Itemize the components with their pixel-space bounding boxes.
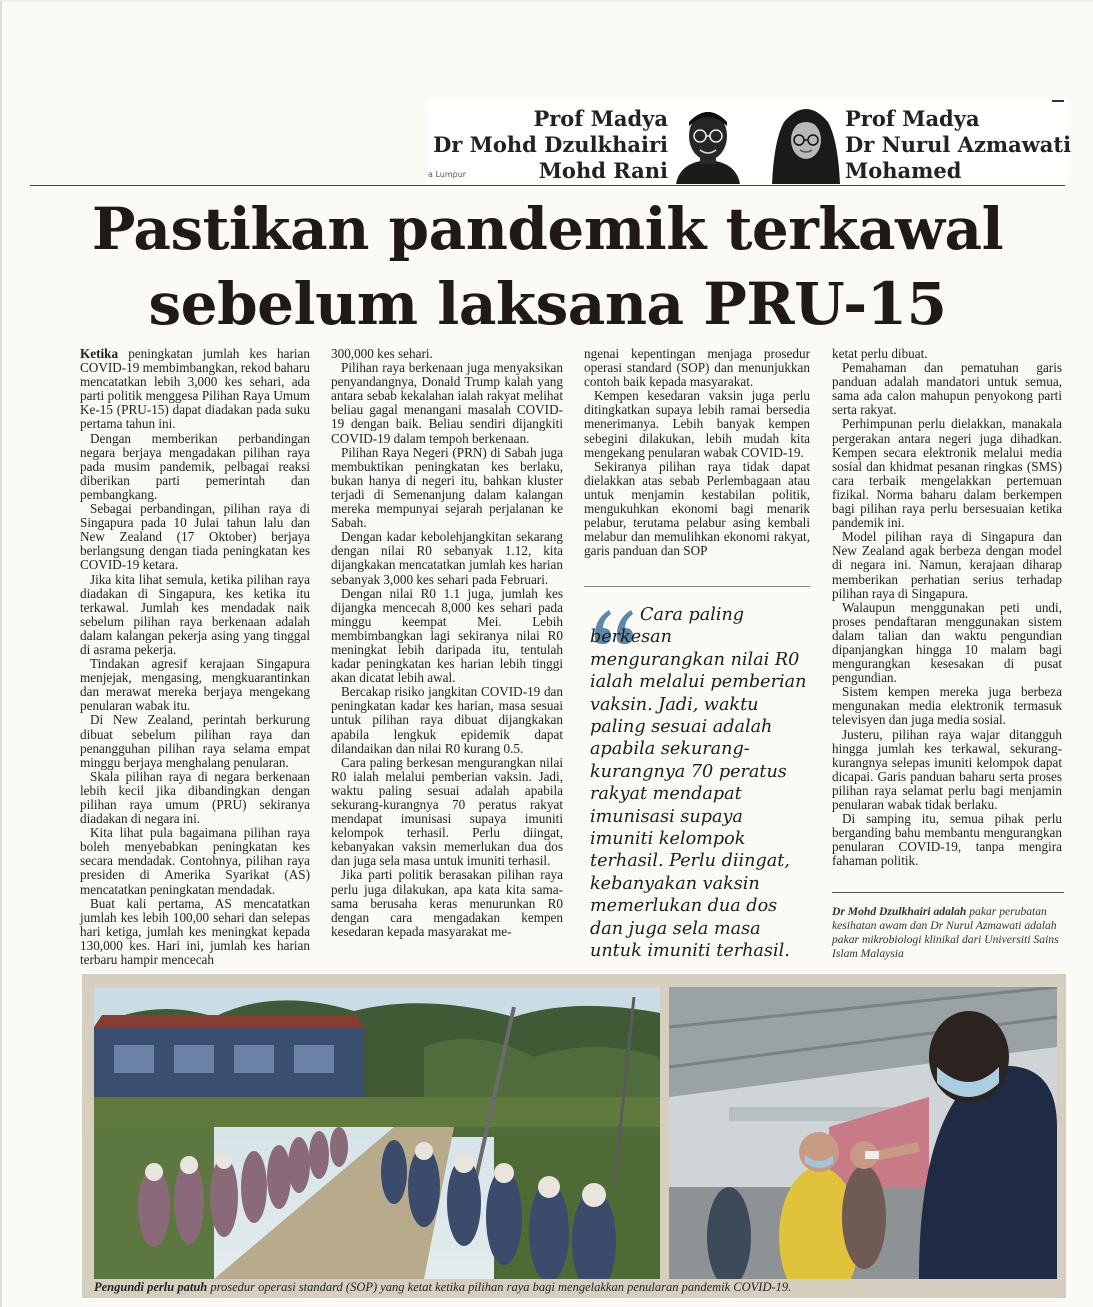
paragraph: Cara paling berkesan mengurangkan nilai R0 ialah melalui pemberian vaksin. Jadi, waktu paling sesuai adalah apabila sekurang-kurangnya 70 peratus rakyat mendapat imunisasi supaya imuniti kelompok terhasil. Perlu diingat, kebanyakan vaksin memerlukan dua dos dan juga sela masa untuk imuniti terhasil.	[331, 754, 563, 869]
paragraph: Sekiranya pilihan raya tidak dapat dielakkan atas sebab Perlembagaan atau untuk menjamin kestabilan politik, mengukuhkan ekonomi bagi menarik pelabur, terutama pelabur asing kembali melabur dan memulihkan ekonomi rakyat, garis panduan dan SOP	[584, 458, 810, 559]
author-right-name: Dr Nurul Azmawati	[845, 132, 1072, 157]
paragraph: Kita lihat pula bagaimana pilihan raya boleh menyebabkan peningkatan kes secara mendadak. Contohnya, pilihan raya presiden di Amerika Syarikat (AS) mencatatkan peningkatan mendadak.	[80, 825, 310, 897]
author-right-surname: Mohamed	[845, 158, 962, 183]
photo-caption	[94, 1280, 1054, 1295]
photo-caption-text: prosedur operasi standard (SOP) yang ketat ketika pilihan raya bagi mengelakkan penularan pandemik COVID-19.	[210, 1280, 792, 1294]
photo-caption-bold: Pengundi perlu patuh	[94, 1280, 208, 1294]
author-left-portrait	[672, 100, 744, 184]
paragraph: Jika parti politik berasakan pilihan raya perlu juga dilakukan, apa kata kita sama-sama berusaha keras menurunkan R0 dengan cara mengadakan kempen kesedaran kepada masyarakat me-	[331, 867, 563, 939]
paragraph: Sistem kempen mereka juga berbeza mengunakan media elektronik termasuk televisyen dan juga media sosial.	[832, 684, 1062, 728]
photo-temperature-check	[669, 987, 1057, 1279]
author-note-text: pakar perubatan kesihatan awam dan Dr Nurul Azmawati adalah pakar mikrobiologi klinikal dari Universiti Sains Islam Malaysia	[832, 905, 1059, 960]
article-column-2	[331, 347, 563, 939]
author-note-bold: Dr Mohd Dzulkhairi adalah	[832, 905, 967, 918]
paragraph: Pemahaman dan pematuhan garis panduan adalah mandatori untuk semua, sama ada calon mahupun penyokong parti serta rakyat.	[832, 360, 1062, 418]
paragraph: ngenai kepentingan menjaga prosedur operasi standard (SOP) dan menunjukkan contoh baik kepada masyarakat.	[584, 346, 810, 390]
pullquote	[590, 604, 810, 963]
paragraph: Bercakap risiko jangkitan COVID-19 dan peningkatan kadar kes harian, masa sesuai untuk pilihan raya dibuat dijangkakan apabila lengkuk epidemik dapat dilandaikan dan nilai R0 kurang 0.5.	[331, 684, 563, 756]
author-right	[845, 106, 1071, 184]
author-left-title: Prof Madya	[533, 106, 668, 131]
article-column-1	[80, 347, 310, 967]
paragraph: Di samping itu, semua pihak perlu berganding bahu membantu mengurangkan penularan COVID-19, tanpa mengira fahaman politik.	[832, 811, 1062, 869]
header-rule	[30, 185, 1065, 186]
paragraph: Dengan memberikan perbandingan negara berjaya mengadakan pilihan raya pada musim pandemik, pelbagai reaksi diberikan parti pemerintah dan pembangkang.	[80, 430, 310, 502]
paragraph: Perhimpunan perlu dielakkan, manakala pergerakan antara negeri juga dihadkan. Kempen secara elektronik melalui media sosial dan khidmat pesanan ringkas (SMS) cara terbaik mengelakkan pertemuan fizikal. Norma baharu dalam berkempen bagi pilihan raya perlu bersesuaian ketika pandemik ini.	[832, 416, 1062, 531]
paragraph: Tindakan agresif kerajaan Singapura menjejak, mengasing, mengkuarantinkan dan merawat mereka berjaya mengekang penularan wabak itu.	[80, 656, 310, 714]
paragraph: Kempen kesedaran vaksin juga perlu ditingkatkan supaya lebih ramai bersedia menerimanya. Lebih banyak kempen sebegini dilakukan, lebih mudah kita mengekang penularan wabak COVID-19.	[584, 388, 810, 460]
paragraph: Walaupun menggunakan peti undi, proses pendaftaran menggunakan sistem dalam talian dan waktu pengundian dipanjangkan hingga 10 malam bagi mengurangkan kesesakan di pusat pengundian.	[832, 599, 1062, 686]
paragraph	[80, 347, 310, 432]
paragraph: Di New Zealand, perintah berkurung dibuat sebelum pilihan raya dan penangguhan pilihan raya selama empat minggu berjaya menghalang penularan.	[80, 712, 310, 770]
photo-voters-queue	[94, 987, 660, 1279]
headline-line-1: Pastikan pandemik terkawal	[91, 195, 1004, 263]
pullquote-rule	[584, 586, 810, 587]
author-right-title: Prof Madya	[845, 106, 980, 131]
lead-word: Ketika	[80, 346, 119, 361]
paragraph: Buat kali pertama, AS mencatatkan jumlah kes lebih 100,00 sehari dan selepas hari ketiga, jumlah kes meningkat kepada 130,000 kes. Hari ini, jumlah kes harian terbaru hampir mencecah	[80, 895, 310, 968]
paragraph: Skala pilihan raya di negara berkenaan lebih kecil jika dibandingkan dengan pilihan raya umum (PRU) sekiranya diadakan di negara ini.	[80, 768, 310, 827]
paragraph: Justeru, pilihan raya wajar ditangguh hingga jumlah kes terkawal, sekurang-kurangnya selepas imuniti kelompok dapat dicapai. Garis panduan baharu serta proses pilihan raya selamat perlu bagi menjamin penularan wabak tidak berlaku.	[832, 726, 1062, 812]
author-note-rule	[832, 892, 1064, 893]
paragraph: Sebagai perbandingan, pilihan raya di Singapura pada 10 Julai tahun lalu dan New Zealand (17 Oktober) berjaya berlangsung dengan tiada peningkatan kes COVID-19 ketara.	[80, 501, 310, 573]
paragraph: Model pilihan raya di Singapura dan New Zealand agak berbeza dengan model di negara ini. Namun, kerajaan diharap memberikan perhatian serius terhadap pilihan raya di Singapura.	[832, 529, 1062, 601]
article-column-4	[832, 347, 1062, 868]
author-left	[433, 106, 668, 184]
author-right-portrait	[770, 100, 842, 184]
paragraph: Dengan kadar kebolehjangkitan sekarang dengan nilai R0 sebanyak 1.12, kita dijangkakan mencatatkan jumlah kes harian sebanyak 3,000 kes sehari pada Februari.	[331, 529, 563, 587]
article-column-3	[584, 347, 810, 558]
paragraph-text: peningkatan jumlah kes harian COVID-19 membimbangkan, rekod baharu mencatatkan lebih 3,000 kes sehari, ada parti politik menggesa Pilihan Raya Umum Ke-15 (PRU-15) dapat diadakan pada suku pertama tahun ini.	[80, 346, 311, 432]
headline	[30, 192, 1065, 342]
paragraph: Pilihan raya berkenaan juga menyaksikan penyandangnya, Donald Trump kalah yang antara sebab kekalahan ialah rakyat melihat beliau gagal menangani masalah COVID-19 dengan baik. Beliau sendiri dijangkiti COVID-19 dalam tempoh berkenaan.	[331, 360, 563, 446]
byline-small-caption: a Lumpur	[428, 170, 467, 179]
headline-line-2: sebelum laksana PRU-15	[148, 270, 947, 338]
corner-mark	[1052, 100, 1064, 102]
author-left-surname: Mohd Rani	[538, 158, 668, 183]
pullquote-text: Cara paling berkesan mengurangkan nilai R0 ialah melalui pemberian vaksin. Jadi, waktu paling sesuai adalah apabila sekurang-kurangnya 70 peratus rakyat mendapat imunisasi supaya imuniti kelompok terhasil. Perlu diingat, kebanyakan vaksin memerlukan dua dos dan juga sela masa untuk imuniti terhasil.	[590, 605, 807, 962]
author-left-name: Dr Mohd Dzulkhairi	[433, 132, 668, 157]
author-note	[832, 905, 1064, 961]
paragraph: Pilihan Raya Negeri (PRN) di Sabah juga membuktikan peningkatan kes berlaku, bukan hanya di negeri itu, bahkan kluster terjadi di Semenanjung dalam kalangan mereka mempunyai sejarah perjalanan ke Sabah.	[331, 444, 563, 531]
paragraph: Jika kita lihat semula, ketika pilihan raya diadakan di Singapura, kes ketika itu terkawal. Jumlah kes mendadak naik sebelum pilihan raya berkenaan adalah dalam kalangan pekerja asing yang tinggal di asrama pekerja.	[80, 571, 310, 657]
paragraph: Dengan nilai R0 1.1 juga, jumlah kes dijangka mencecah 8,000 kes sehari pada minggu keempat Mei. Lebih membimbangkan lagi sekiranya nilai R0 meningkat lebih daripada itu, tentulah kadar peningkatan kes harian lebih tinggi akan dicatat lebih awal.	[331, 585, 563, 686]
paragraph: ketat perlu dibuat.	[832, 346, 928, 361]
paragraph: 300,000 kes sehari.	[331, 346, 433, 361]
